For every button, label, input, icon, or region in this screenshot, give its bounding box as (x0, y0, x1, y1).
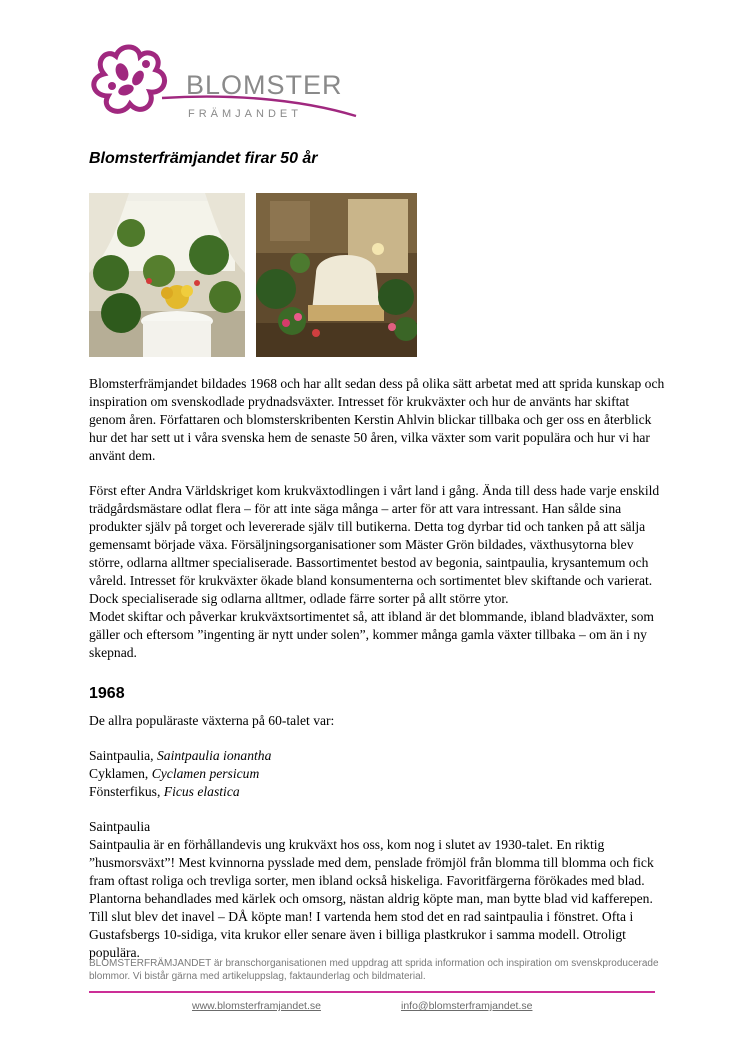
paragraph-history-text: Först efter Andra Världskriget kom krukväxtodlingen i vårt land i gång. Ända till dess hade varje enskild trädgårdsmästare odlat flera – för att inte säga många – arter för att vara intressant. Han sålde sina produkter själv på torget och levererade själv till butikerna. Detta tog dyrbar tid och tanken på att sälja gemensamt började växa. Försäljningsorganisationer som Mäster Grön bildades, växthusytorna blev större, odlarna alltmer specialiserade. Bassortimentet bestod av begonia, saintpaulia, krysantemum och våreld. Intresset för krukväxter ökade bland konsumenterna och sortimentet blev skiftande och varierat. Dock specialiserade sig odlarna alltmer, odlade färre sorter på allt större ytor. (89, 483, 660, 606)
plant-common-name: Cyklamen, (89, 766, 152, 781)
plant-latin-name: Saintpaulia ionantha (156, 748, 272, 763)
logo-subtitle: FRÄMJANDET (188, 108, 302, 120)
saintpaulia-text: Saintpaulia är en förhållandevis ung krukväxt hos oss, kom nog i slutet av 1930-talet. En riktig ”husmorsväxt”! Mest kvinnorna pysslade med dem, penslade frömjöl från blomma till blomma och fick fram oftast roliga och trevliga sorter, men ibland också hiskeliga. Favoritfärgerna förökades med blad. Plantorna behandlades med kärlek och omsorg, nästan aldrig köpte man, man bytte blad vid kafferepen. Till slut blev det inavel – DÅ köpte man! I vartenda hem stod det en rad saintpaulia i fönstret. Ofta i Gustafsbergs 10-sidiga, vita krukor eller senare även i billiga plastkrukor i samma modell. Otroligt populära. (89, 837, 654, 960)
paragraph-history (89, 482, 669, 662)
email-link[interactable]: info@blomsterframjandet.se (401, 1000, 533, 1012)
plant-list (89, 747, 271, 801)
plant-common-name: Fönsterfikus, (89, 784, 164, 799)
paragraph-history-fashion: Modet skiftar och påverkar krukväxtsortimentet så, att ibland är det blommande, ibland bladväxter, som gäller och eftersom ”ingenting är nytt under solen”, kommer många gamla växter tillbaka – om än i ny skepnad. (89, 609, 654, 660)
plant-latin-name: Ficus elastica (163, 784, 240, 799)
plant-latin-name: Cyclamen persicum (151, 766, 260, 781)
website-link[interactable]: www.blomsterframjandet.se (192, 1000, 321, 1012)
list-item (89, 765, 271, 783)
photo-living-room (256, 193, 417, 357)
intro-1968: De allra populäraste växterna på 60-talet var: (89, 713, 335, 728)
page-title: Blomsterfrämjandet firar 50 år (89, 150, 318, 167)
list-item (89, 783, 271, 801)
paragraph-intro: Blomsterfrämjandet bildades 1968 och har allt sedan dess på olika sätt arbetat med att sprida kunskap och inspiration om svenskodlade prydnadsväxter. Intresset för krukväxter och hur de använts har skiftat genom åren. Författaren och blomsterskribenten Kerstin Ahlvin blickar tillbaka och ger oss en återblick hur det har sett ut i våra svenska hem de senaste 50 åren, vilka växter som varit populära och hur vi har använt dem. (89, 376, 665, 463)
list-item (89, 747, 271, 765)
plant-common-name: Saintpaulia, (89, 748, 157, 763)
logo-word: BLOMSTER (186, 70, 343, 100)
section-heading-1968: 1968 (89, 685, 125, 702)
photo-window-plants (89, 193, 245, 357)
saintpaulia-heading: Saintpaulia (89, 819, 151, 834)
footer-divider (89, 991, 655, 993)
saintpaulia-section (89, 818, 669, 962)
footer-text: BLOMSTERFRÄMJANDET är branschorganisationen med uppdrag att sprida information och inspiration om svenskproducerade blommor. Vi bistår gärna med artikeluppslag, faktaunderlag och bildmaterial. (89, 958, 659, 982)
